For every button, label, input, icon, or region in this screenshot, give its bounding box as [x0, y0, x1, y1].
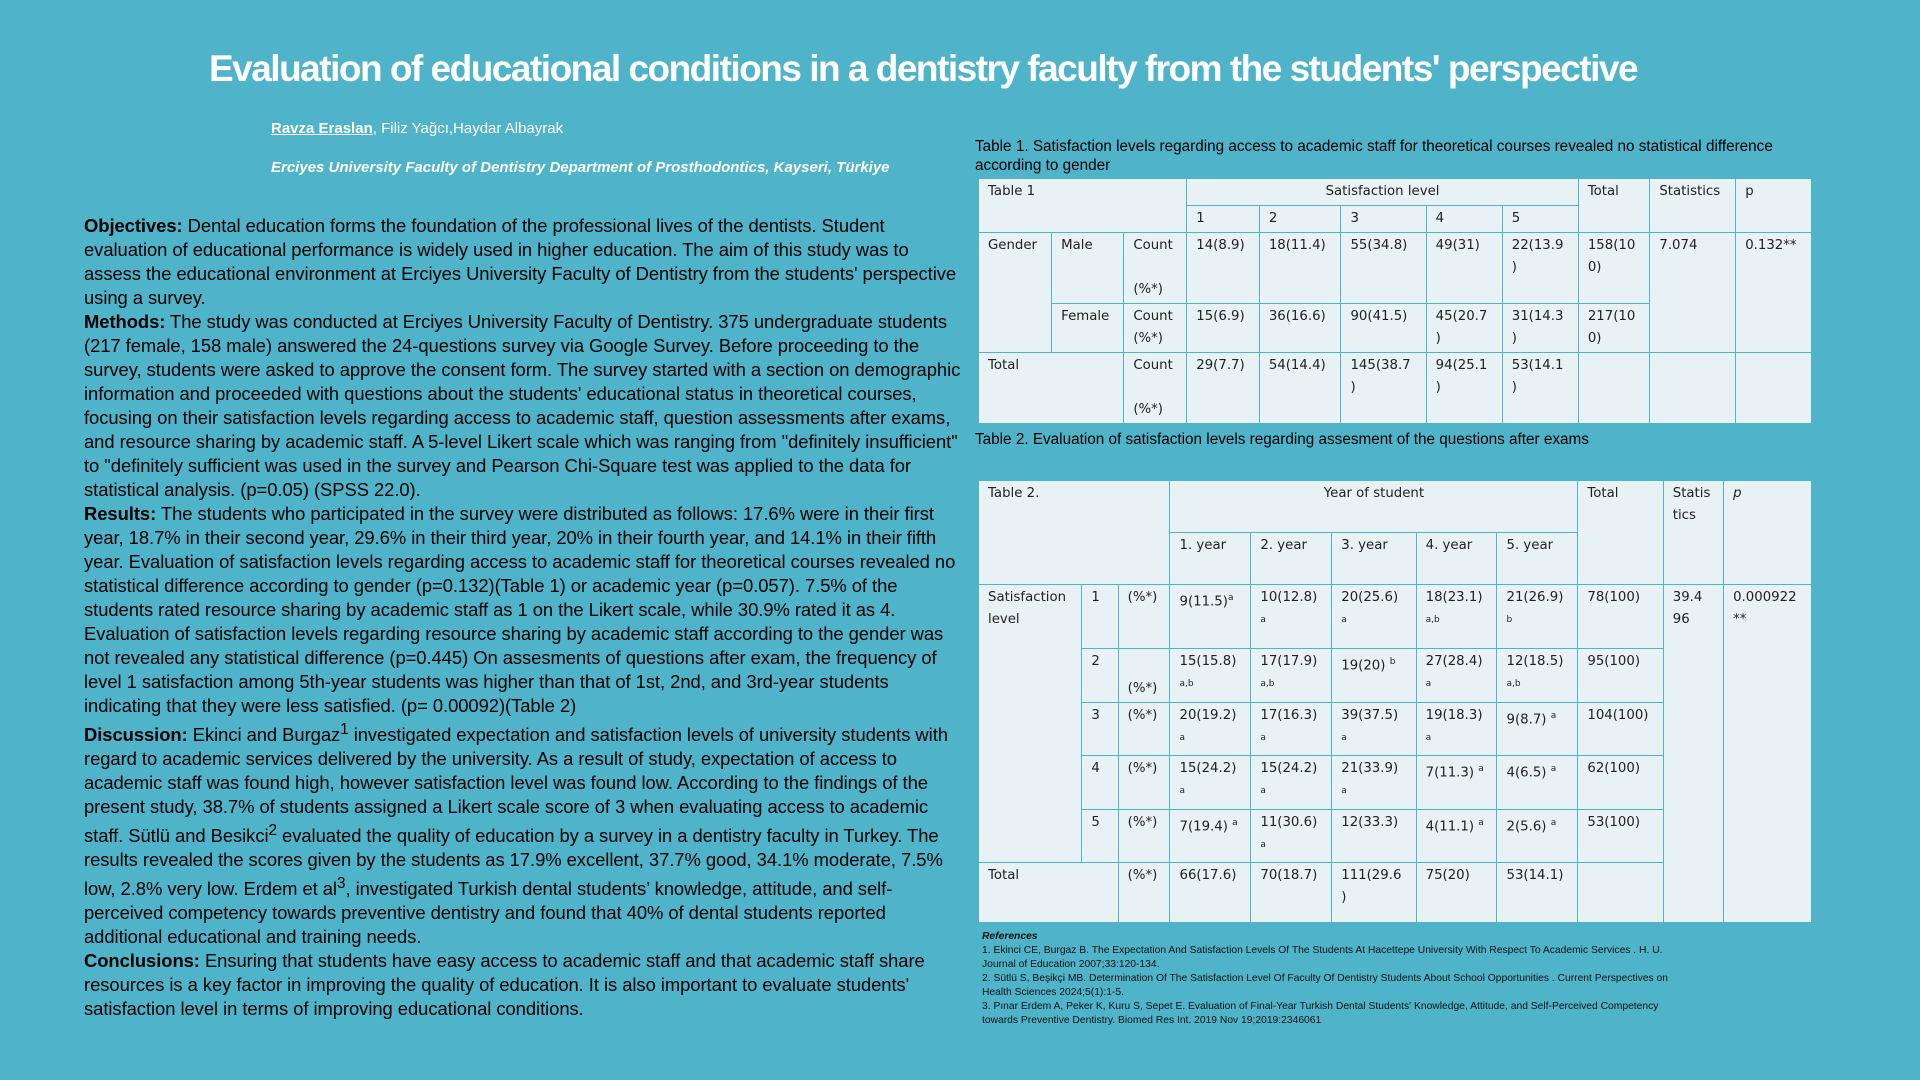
table1-cell: 36(16.6) [1259, 304, 1341, 353]
table2-cell: 19(20) $^b$ [1332, 648, 1416, 702]
table1-group-header: Satisfaction level [1187, 179, 1579, 206]
methods-paragraph [84, 310, 966, 502]
table2-cell: 66(17.6) [1170, 863, 1251, 923]
significance-letter: a [1179, 786, 1185, 797]
table2-cell: 20(19.2) $^a$ [1170, 702, 1251, 755]
table1-unit-cell: Count (%*) [1124, 304, 1187, 353]
table2-total-cell: 104(100) [1578, 702, 1663, 755]
table1-cell: 18(11.4) [1259, 233, 1341, 304]
table2-stat-header: Statis tics [1663, 481, 1723, 585]
table1-level-header: 5 [1502, 206, 1578, 233]
table2-cell: 111(29.6 ) [1332, 863, 1416, 923]
affiliation: Erciyes University Faculty of Dentistry Department of Prosthodontics, Kayseri, Türkiye [271, 159, 890, 176]
table2-unit-cell: (%*) [1118, 809, 1170, 862]
discussion-paragraph [84, 718, 966, 949]
significance-letter: a [1425, 678, 1432, 689]
table2-level-label: 3 [1082, 702, 1118, 755]
table1-total-header: Total [1578, 179, 1650, 233]
table1-caption: Table 1. Satisfaction levels regarding access to academic staff for theoretical courses revealed no statistical difference according to gender [975, 138, 1773, 174]
significance-letter: a [1341, 614, 1347, 625]
table1-empty-cell [1736, 353, 1812, 424]
discussion-heading: Discussion: [84, 724, 188, 746]
table2-year-header: 4. year [1416, 532, 1497, 584]
table1-cell: 94(25.1 ) [1426, 353, 1502, 424]
citation-marker: 1 [340, 721, 349, 738]
table2-year-header: 5. year [1497, 532, 1578, 584]
table2-cell: 17(17.9) $^{a,b}$ [1251, 648, 1332, 702]
table1-level-header: 3 [1341, 206, 1426, 233]
table2-group-header: Year of student [1170, 481, 1578, 533]
significance-letter: a,b [1506, 678, 1521, 689]
table2-year-header: 2. year [1251, 532, 1332, 584]
table1-cell: 14(8.9) [1187, 233, 1260, 304]
significance-letter: a,b [1179, 678, 1194, 689]
table1-row-label: Total [979, 353, 1124, 424]
discussion-text: investigated expectation and satisfaction levels of university students with regard to academic services delivered by the university. As a result of study, expectation of access to academic staff was found high, however satisfaction level was found low. According to the findings of the present study, 38.7% of students assigned a Likert scale score of 3 when evaluating access to academic staff. Sütlü and Besikci [84, 724, 948, 847]
table2-cell: 15(24.2) $^a$ [1251, 756, 1332, 809]
citation-marker: 2 [268, 822, 277, 840]
table1-total-cell: 158(10 0) [1578, 233, 1650, 304]
table1-statistic: 7.074 [1650, 233, 1736, 353]
table2-level-label: 1 [1082, 584, 1118, 648]
co-authors: , Filiz Yağcı,Haydar Albayrak [372, 120, 564, 137]
significance-letter: a [1260, 786, 1266, 797]
significance-letter: a [1260, 839, 1266, 850]
table2-total-cell: 62(100) [1578, 756, 1663, 809]
table2-statistic: 39.4 96 [1663, 584, 1723, 922]
table2-cell: 10(12.8) $^a$ [1251, 584, 1332, 648]
significance-letter: a [1425, 732, 1432, 743]
significance-letter: a [1260, 732, 1266, 743]
table1-total-cell: 217(10 0) [1578, 304, 1650, 353]
table1-p-value: 0.132** [1736, 233, 1812, 353]
table2-cell: $9(11.5)^a$ [1170, 584, 1251, 648]
table2-unit-cell: (%*) [1118, 702, 1170, 755]
table1-level-header: 1 [1187, 206, 1260, 233]
table2-cell: 12(33.3) [1332, 809, 1416, 862]
references-heading: References [982, 931, 1038, 942]
significance-letter: b [1506, 614, 1513, 625]
significance-letter: a,b [1425, 614, 1440, 625]
table2-cell: 2(5.6) $^a$ [1497, 809, 1578, 862]
significance-letter: a [1550, 764, 1557, 775]
table2-unit-cell: (%*) [1118, 863, 1170, 923]
discussion-text: evaluated the quality of education by a survey in a dentistry faculty in Turkey. The results revealed the scores given by the students as 17.9% excellent, 37.7% good, 34.1% moderate, 7.5% low, 2.8% very low. Erdem et al [84, 825, 943, 900]
table2-cell: 18(23.1) $^{a,b}$ [1416, 584, 1497, 648]
table1-cell: 15(6.9) [1187, 304, 1260, 353]
significance-letter: a [1260, 614, 1266, 625]
table2-cell: 75(20) [1416, 863, 1497, 923]
table1-total-cell [1578, 353, 1650, 424]
table2-cell: 12(18.5) $^{a,b}$ [1497, 648, 1578, 702]
table1-level-header: 4 [1426, 206, 1502, 233]
table1-cell: 55(34.8) [1341, 233, 1426, 304]
table2-total-header: Total [1578, 481, 1663, 585]
table2-unit-cell: (%*) [1118, 584, 1170, 648]
table1-variable-label: Gender [979, 233, 1052, 353]
significance-letter: a [1179, 732, 1185, 743]
table2-cell: 20(25.6) $^a$ [1332, 584, 1416, 648]
table2-variable-label: Satisfaction level [979, 584, 1082, 862]
table2-cell: 70(18.7) [1251, 863, 1332, 923]
reference-item: 3. Pınar Erdem A, Peker K, Kuru S, Sepet E. Evaluation of Final-Year Turkish Dental Students' Knowledge, Attitude, and Self-Perceived Competency towards Preventive Dentistry. Biomed Res Int. 2019 Nov 19;2019:2346061 [982, 1001, 1659, 1026]
table1-empty-cell [1650, 353, 1736, 424]
table2-level-label: 2 [1082, 648, 1118, 702]
table2-corner: Table 2. [979, 481, 1170, 585]
conclusions-text: Ensuring that students have easy access to academic staff and that academic staff share resources is a key factor in improving the quality of education. It is also important to evaluate students' satisfaction level in terms of improving educational conditions. [84, 950, 925, 1020]
table2-row-label: Total [979, 863, 1119, 923]
table2-cell: 19(18.3) $^a$ [1416, 702, 1497, 755]
table2-caption: Table 2. Evaluation of satisfaction levels regarding assesment of the questions after exams [975, 431, 1589, 448]
table1-p-header: p [1736, 179, 1812, 233]
table1-cell: 45(20.7 ) [1426, 304, 1502, 353]
references [982, 930, 1682, 1028]
conclusions-heading: Conclusions: [84, 950, 200, 972]
discussion-text: , investigated Turkish dental students’ knowledge, attitude, and self-perceived competency towards preventive dentistry and found that 40% of dental students reported additional educational and training needs. [84, 878, 893, 948]
citation-marker: 3 [336, 875, 346, 893]
table2-cell: 4(11.1) $^a$ [1416, 809, 1497, 862]
table1-cell: 22(13.9 ) [1502, 233, 1578, 304]
table2-cell: 17(16.3) $^a$ [1251, 702, 1332, 755]
table2-cell: 21(33.9) $^a$ [1332, 756, 1416, 809]
table2-level-label: 5 [1082, 809, 1118, 862]
results-text: The students who participated in the survey were distributed as follows: 17.6% were in their first year, 18.7% in their second year, 29.6% in their third year, 20% in their fourth year, and 14.1% in their fifth year. Evaluation of satisfaction levels regarding access to academic staff for theoretical courses revealed no statistical difference according to gender (p=0.132)(Table 1) or academic year (p=0.057). 7.5% of the students rated resource sharing by academic staff as 1 on the Likert scale, while 30.9% rated it as 4. Evaluation of satisfaction levels regarding resource sharing by academic staff according to the gender was not revealed any statistical difference (p=0.445) On assesments of questions after exam, the frequency of level 1 satisfaction among 5th-year students was higher than that of 1st, 2nd, and 3rd-year students indicating that they were less satisfied. (p= 0.00092)(Table 2) [84, 503, 956, 716]
significance-letter: a [1478, 817, 1484, 828]
table1-cell: 31(14.3 ) [1502, 304, 1578, 353]
significance-letter: a [1550, 817, 1557, 828]
table1-cell: 145(38.7 ) [1341, 353, 1426, 424]
table2-cell: 15(24.2) $^a$ [1170, 756, 1251, 809]
objectives-text: Dental education forms the foundation of the professional lives of the dentists. Student evaluation of educational performance is widely used in higher education. The aim of this study was to assess the educational environment at Erciyes University Faculty of Dentistry from the students' perspective using a survey. [84, 215, 957, 308]
table2-year-header: 3. year [1332, 532, 1416, 584]
reference-item: 1. Ekinci CE, Burgaz B. The Expectation And Satisfaction Levels Of The Students At Hacettepe University With Respect To Academic Services . H. U. Journal of Education 2007;33:120-134. [982, 945, 1663, 970]
table2-cell: 53(14.1) [1497, 863, 1578, 923]
results-heading: Results: [84, 503, 157, 524]
table2-year-header: 1. year [1170, 532, 1251, 584]
table2-total-cell: 78(100) [1578, 584, 1663, 648]
conclusions-paragraph [84, 949, 966, 1021]
significance-letter: a,b [1260, 678, 1275, 689]
table1-cell: 49(31) [1426, 233, 1502, 304]
methods-text: The study was conducted at Erciyes University Faculty of Dentistry. 375 undergraduate students (217 female, 158 male) answered the 24-questions survey via Google Survey. Before proceeding to the survey, students were asked to approve the consent form. The survey started with a section on demographic information and proceeded with questions about the students' educational status in theoretical courses, focusing on their satisfaction levels regarding access to academic staff, question assessments after exams, and resource sharing by academic staff. A 5-level Likert scale which was ranging from "definitely insufficient" to "definitely sufficient was used in the survey and Pearson Chi-Square test was applied to the data for statistical analysis. (p=0.05) (SPSS 22.0). [84, 311, 961, 500]
reference-item: 2. Sütlü S, Beşikçi MB. Determination Of The Satisfaction Level Of Faculty Of Dentistry Students About School Opportunities . Current Perspectives on Health Sciences 2024;5(1):1-5. [982, 973, 1669, 998]
methods-heading: Methods: [84, 311, 166, 332]
significance-letter: a [1341, 786, 1347, 797]
table1-row-label: Male [1052, 233, 1124, 304]
presenting-author: Ravza Eraslan [271, 120, 373, 137]
table2-cell: 11(30.6) $^a$ [1251, 809, 1332, 862]
significance-letter: a [1227, 592, 1234, 603]
discussion-text: Ekinci and Burgaz [187, 724, 341, 746]
table2-level-label: 4 [1082, 756, 1118, 809]
table2-cell: 27(28.4) $^a$ [1416, 648, 1497, 702]
table1-cell: 53(14.1 ) [1502, 353, 1578, 424]
table1-stat-header: Statistics [1650, 179, 1736, 233]
table2-cell: 39(37.5) $^a$ [1332, 702, 1416, 755]
table2-cell: 4(6.5) $^a$ [1497, 756, 1578, 809]
table1-row-label: Female [1052, 304, 1124, 353]
table2-empty-cell [1578, 863, 1663, 923]
table2-cell: 7(19.4) $^a$ [1170, 809, 1251, 862]
objectives-paragraph [84, 214, 966, 310]
table1 [978, 178, 1812, 424]
table2-total-cell: 53(100) [1578, 809, 1663, 862]
significance-letter: a [1341, 732, 1347, 743]
objectives-heading: Objectives: [84, 215, 183, 236]
table1-cell: 54(14.4) [1259, 353, 1341, 424]
significance-letter: a [1478, 764, 1484, 775]
table1-cell: 90(41.5) [1341, 304, 1426, 353]
table2-p-value: 0.000922 ** [1724, 584, 1812, 922]
table2-cell: 15(15.8) $^{a,b}$ [1170, 648, 1251, 702]
significance-letter: a [1550, 710, 1557, 721]
significance-letter: a [1232, 817, 1238, 828]
results-paragraph [84, 502, 966, 718]
table2-p-header: p [1724, 481, 1812, 585]
table2-total-cell: 95(100) [1578, 648, 1663, 702]
table2 [978, 480, 1812, 923]
table2-unit-cell: (%*) [1118, 648, 1170, 702]
significance-letter: b [1389, 656, 1396, 667]
table2-cell: 9(8.7) $^a$ [1497, 702, 1578, 755]
abstract-body [84, 214, 966, 1021]
table2-cell: 7(11.3) $^a$ [1416, 756, 1497, 809]
table2-cell: 21(26.9) $^b$ [1497, 584, 1578, 648]
table1-unit-cell: Count (%*) [1124, 233, 1187, 304]
poster-title: Evaluation of educational conditions in a dentistry faculty from the students' perspective [208, 48, 1638, 89]
table1-unit-cell: Count (%*) [1124, 353, 1187, 424]
table2-unit-cell: (%*) [1118, 756, 1170, 809]
table1-cell: 29(7.7) [1187, 353, 1260, 424]
table1-level-header: 2 [1259, 206, 1341, 233]
table1-corner: Table 1 [979, 179, 1187, 233]
author-list [271, 120, 563, 137]
